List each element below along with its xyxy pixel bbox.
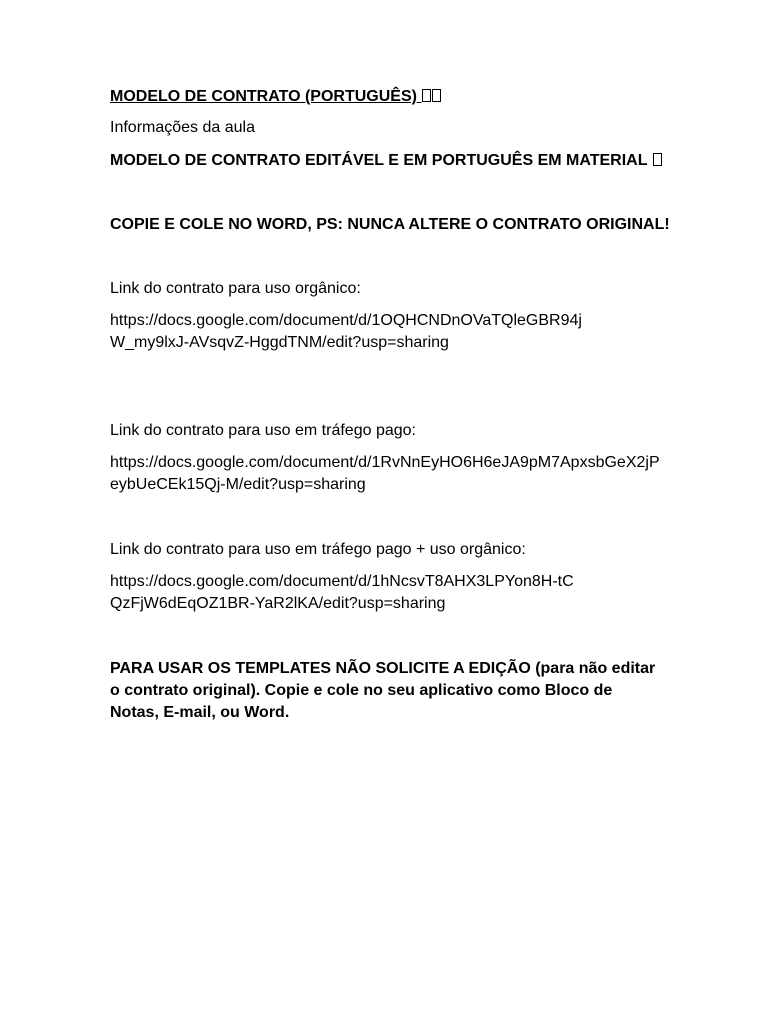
missing-glyph-icon [422, 89, 431, 102]
missing-glyph-icon [653, 153, 662, 166]
contract-link-paid-organic[interactable]: https://docs.google.com/document/d/1hNcsvT8AHX3LPYon8H-tCQzFjW6dEqOZ1BR-YaR2lKA/edit?usp=sharing [110, 573, 574, 612]
footer-note: PARA USAR OS TEMPLATES NÃO SOLICITE A EDIÇÃO (para não editar o contrato original). Copie e cole no seu aplicativo como Bloco de Notas, E-mail, ou Word. [110, 660, 656, 721]
section-label-paid: Link do contrato para uso em tráfego pago: [110, 422, 416, 439]
section-label-organic: Link do contrato para uso orgânico: [110, 280, 361, 297]
missing-glyph-icon [432, 89, 441, 102]
document-title [110, 86, 441, 108]
editable-heading-text: MODELO DE CONTRATO EDITÁVEL E EM PORTUGUÊS EM MATERIAL [110, 152, 648, 169]
editable-heading [110, 150, 662, 172]
copy-warning: COPIE E COLE NO WORD, PS: NUNCA ALTERE O CONTRATO ORIGINAL! [110, 216, 670, 233]
section-label-paid-organic: Link do contrato para uso em tráfego pago + uso orgânico: [110, 541, 526, 558]
contract-link-organic[interactable]: https://docs.google.com/document/d/1OQHCNDnOVaTQleGBR94jW_my9lxJ-AVsqvZ-HggdTNM/edit?usp=sharing [110, 312, 582, 351]
contract-link-paid[interactable]: https://docs.google.com/document/d/1RvNnEyHO6H6eJA9pM7ApxsbGeX2jPeybUeCEk15Qj-M/edit?usp=sharing [110, 454, 660, 493]
document-subtitle: Informações da aula [110, 119, 255, 136]
document-title-text: MODELO DE CONTRATO (PORTUGUÊS) [110, 88, 417, 105]
